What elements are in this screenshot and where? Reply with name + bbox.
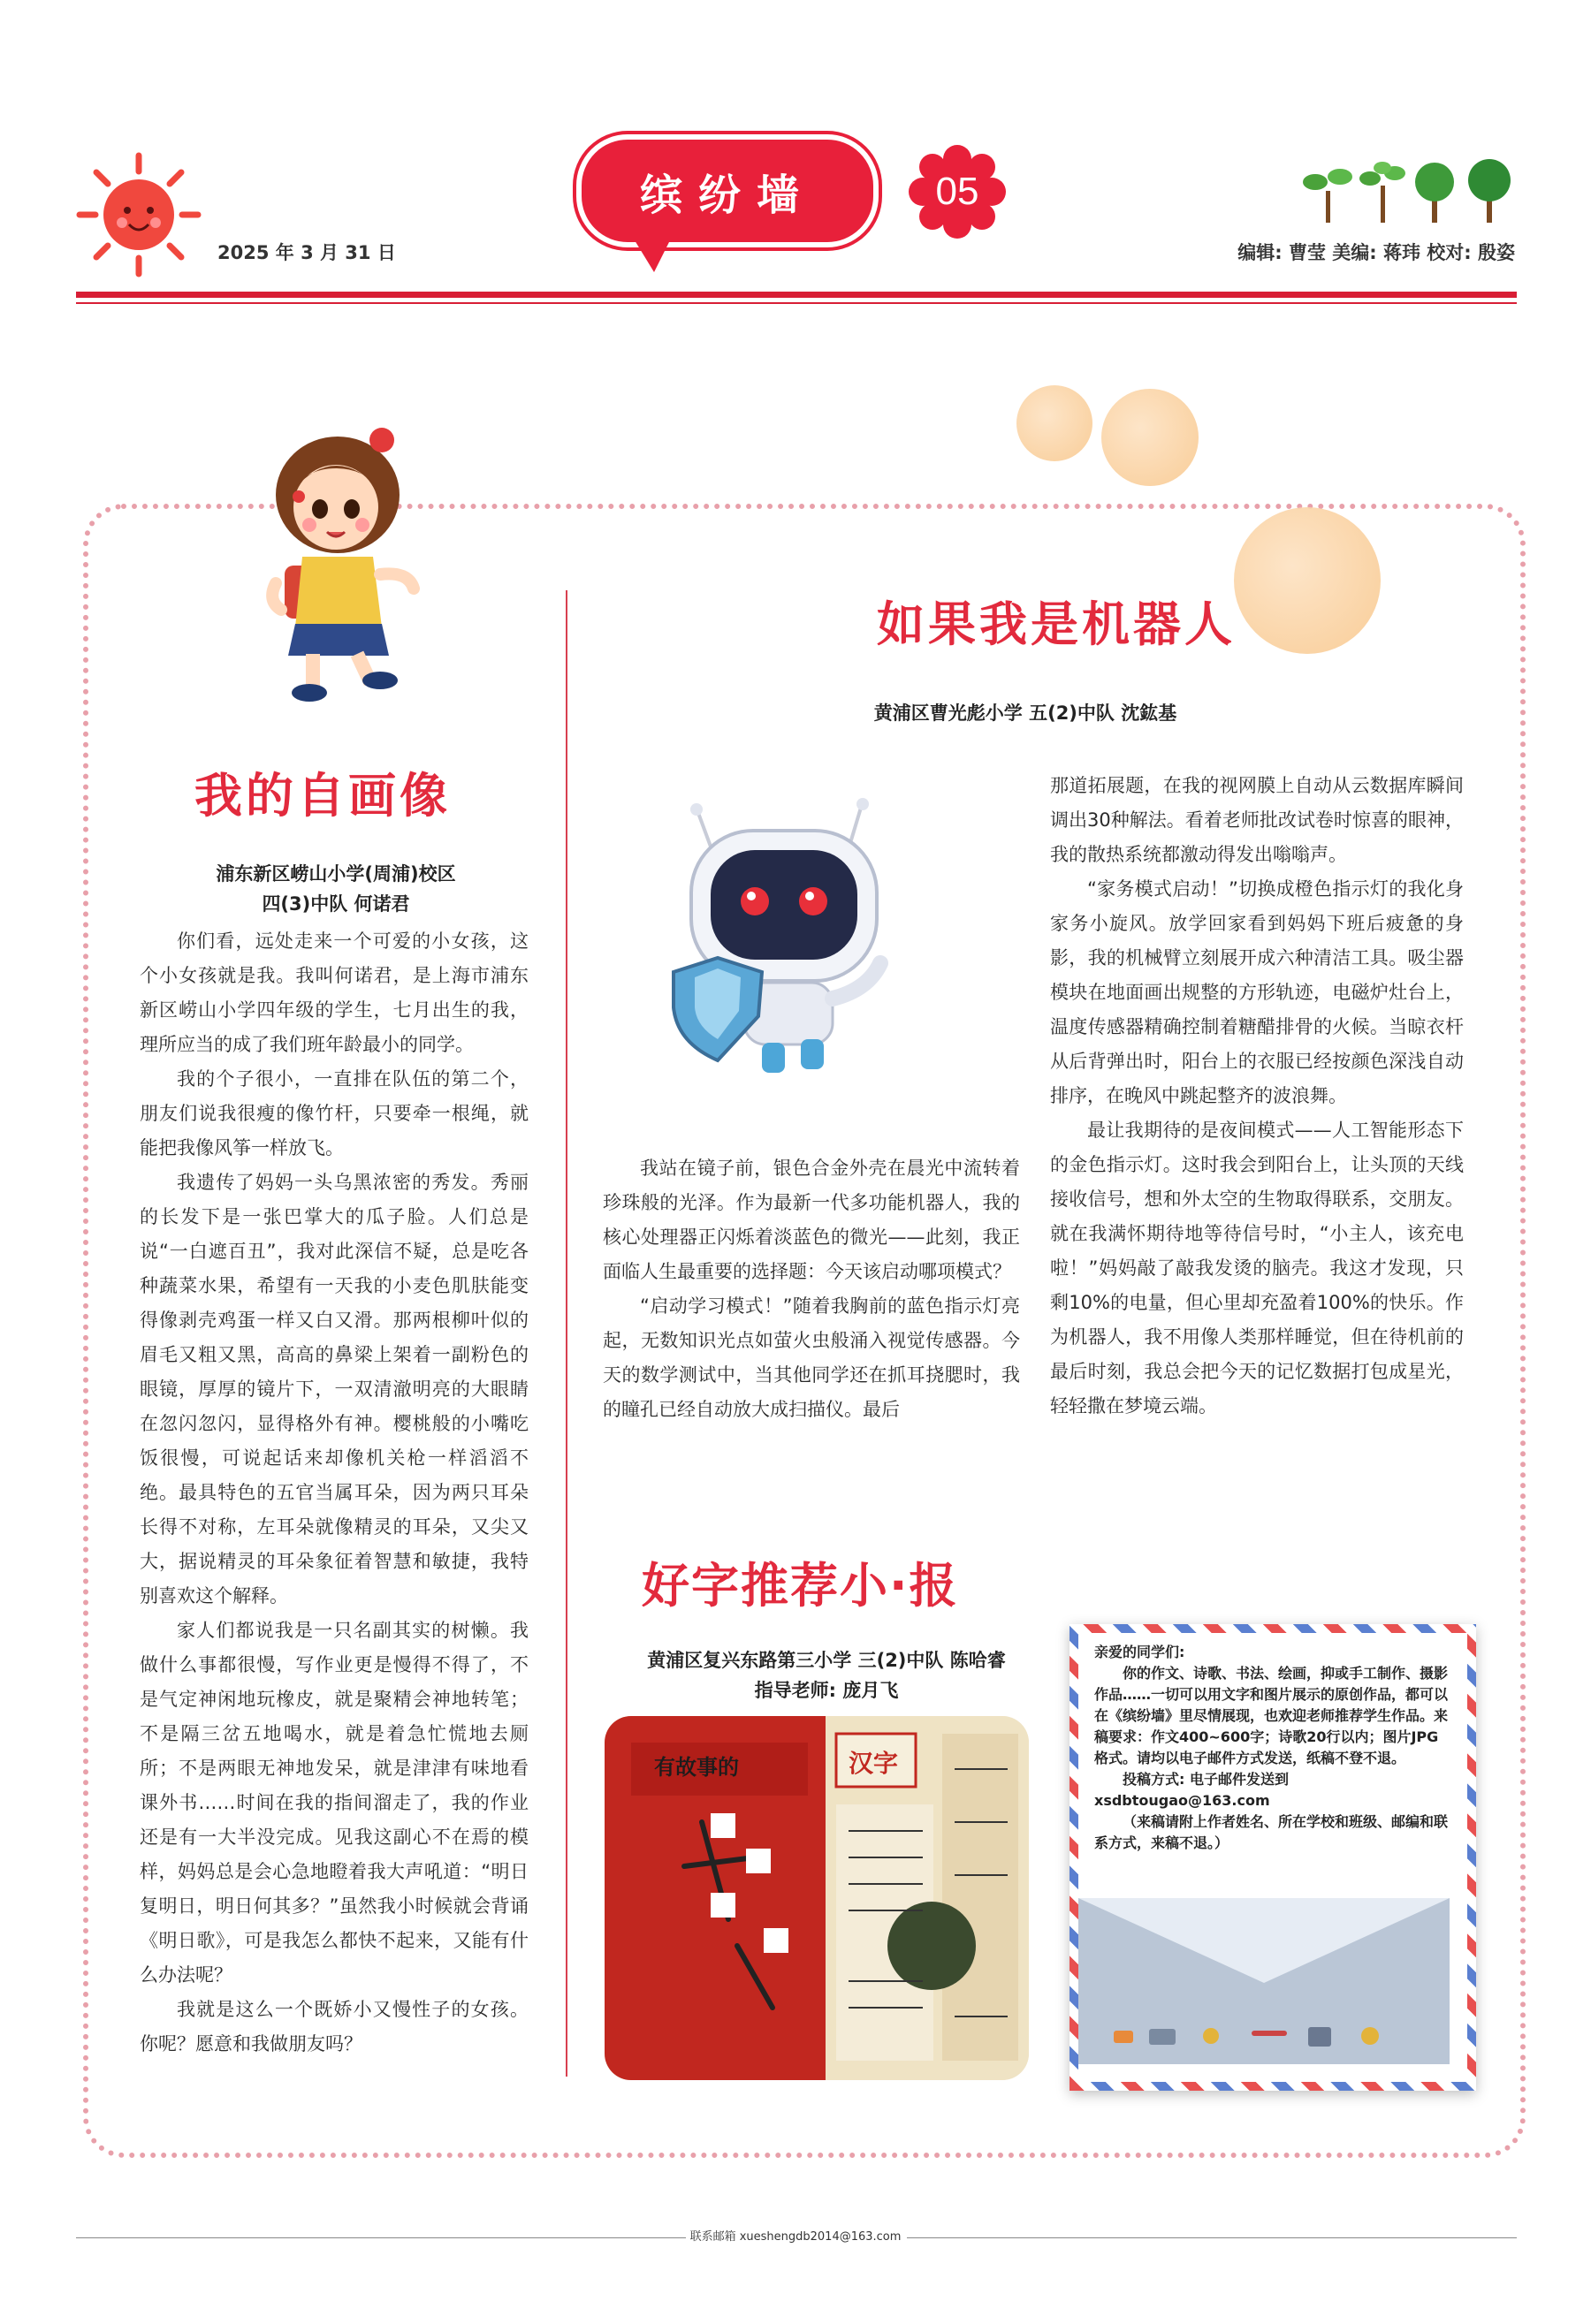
notice-salutation: 亲爱的同学们: <box>1094 1644 1185 1660</box>
header-rule-thin <box>76 302 1517 304</box>
article1-school: 浦东新区崂山小学(周浦)校区 <box>216 863 456 885</box>
article3-author: 黄浦区复兴东路第三小学 三(2)中队 陈哈睿 <box>647 1650 1006 1671</box>
footer-contact: 联系邮箱 xueshengdb2014@163.com <box>689 2230 902 2244</box>
notice-submit: 投稿方式: 电子邮件发送到xsdbtougao@163.com <box>1094 1771 1289 1809</box>
notice-text <box>1078 1633 1467 1863</box>
submission-notice <box>1070 1624 1476 2091</box>
article1-body <box>140 924 529 2062</box>
article2-paragraph: “启动学习模式！”随着我胸前的蓝色指示灯亮起，无数知识光点如萤火虫般涌入视觉传感器。今天的数学测试中，当其他同学还在抓耳挠腮时，我的瞳孔已经自动放大成扫描仪。最后 <box>603 1295 1020 1420</box>
header-rule <box>76 292 1517 298</box>
article1-paragraph: 我的个子很小，一直排在队伍的第二个，朋友们说我很瘦的像竹杆，只要牵一根绳，就能把我像风筝一样放飞。 <box>140 1068 529 1158</box>
decor-circle <box>1101 389 1199 486</box>
article1-author: 四(3)中队 何诺君 <box>262 893 410 915</box>
article3-teacher: 指导老师: 庞月飞 <box>754 1680 899 1701</box>
article2-paragraph: 我站在镜子前，银色合金外壳在晨光中流转着珍珠般的光泽。作为最新一代多功能机器人，我的核心处理器正闪烁着淡蓝色的微光——此刻，我正面临人生最重要的选择题：今天该启动哪项模式？ <box>603 1158 1020 1282</box>
page-number-badge <box>903 143 1011 240</box>
artwork-label: 有故事的 <box>654 1755 739 1780</box>
notice-note: （来稿请附上作者姓名、所在学校和班级、邮编和联系方式，来稿不退。） <box>1094 1813 1449 1851</box>
girl-illustration <box>240 415 435 716</box>
trees-decoration <box>1299 156 1520 226</box>
envelope-illustration <box>1078 1898 1450 2064</box>
article2-continuation: 那道拓展题，在我的视网膜上自动从云数据库瞬间调出30种解法。看着老师批改试卷时惊喜的眼神，我的散热系统都激动得发出嗡嗡声。 <box>1050 775 1464 865</box>
notice-body: 你的作文、诗歌、书法、绘画，抑或手工制作、摄影作品……一切可以用文字和图片展示的原创作品，都可以在《缤纷墙》里尽情展现，也欢迎老师推荐学生作品。来稿要求：作文400~600字；诗歌20行以内；图片JPG格式。请均以电子邮件方式发送，纸稿不登不退。 <box>1094 1665 1449 1766</box>
column-title: 缤纷墙 <box>639 170 815 220</box>
article3-title: 好字推荐小·报 <box>642 1558 959 1614</box>
article1-byline <box>159 859 513 919</box>
article1-paragraph: 你们看，远处走来一个可爱的小女孩，这个小女孩就是我。我叫何诺君，是上海市浦东新区崂山小学四年级的学生，七月出生的我，理所应当的成了我们班年龄最小的同学。 <box>140 930 529 1055</box>
robot-illustration <box>656 778 912 1078</box>
article1-paragraph: 家人们都说我是一只名副其实的树懒。我做什么事都很慢，写作业更是慢得不得了，不是气定神闲地玩橡皮，就是聚精会神地转笔；不是隔三岔五地喝水，就是着急忙慌地去厕所；不是两眼无神地发呆，就是津津有味地看课外书……时间在我的指间溜走了，我的作业还是有一大半没完成。见我这副心不在焉的模样，妈妈总是会心急地瞪着我大声吼道：“明日复明日，明日何其多？”虽然我小时候就会背诵《明日歌》，可是我怎么都快不起来，又能有什么办法呢？ <box>140 1620 529 1986</box>
article1-paragraph: 我遗传了妈妈一头乌黑浓密的秀发。秀丽的长发下是一张巴掌大的瓜子脸。人们总是说“一白遮百丑”，我对此深信不疑，总是吃各种蔬菜水果，希望有一天我的小麦色肌肤能变得像剥壳鸡蛋一样又白又滑。那两根柳叶似的眉毛又粗又黑，高高的鼻梁上架着一副粉色的眼镜，厚厚的镜片下，一双清澈明亮的大眼睛在忽闪忽闪，显得格外有神。樱桃般的小嘴吃饭很慢，可说起话来却像机关枪一样滔滔不绝。最具特色的五官当属耳朵，因为两只耳朵长得不对称，左耳朵就像精灵的耳朵，又尖又大，据说精灵的耳朵象征着智慧和敏捷，我特别喜欢这个解释。 <box>140 1172 529 1606</box>
article2-body-a <box>603 1151 1020 1427</box>
editor-credits: 编辑: 曹莹 美编: 蒋玮 校对: 殷姿 <box>1237 242 1515 263</box>
decor-circle <box>1016 385 1092 461</box>
article1-title: 我的自画像 <box>194 768 451 824</box>
column-title-bubble <box>576 134 879 247</box>
article2-body-b <box>1050 769 1464 1424</box>
article2-paragraph: 最让我期待的是夜间模式——人工智能形态下的金色指示灯。这时我会到阳台上，让头顶的天线接收信号，想和外太空的生物取得联系，交朋友。就在我满怀期待地等待信号时，“小主人，该充电啦！”妈妈敲了敲我发烫的脑壳。我这才发现，只剩10%的电量，但心里却充盈着100%的快乐。作为机器人，我不用像人类那样睡觉，但在待机前的最后时刻，我总会把今天的记忆数据打包成星光，轻轻撒在梦境云端。 <box>1050 1120 1464 1416</box>
article2-byline: 黄浦区曹光彪小学 五(2)中队 沈鈜基 <box>873 703 1177 724</box>
article2-title: 如果我是机器人 <box>877 596 1236 652</box>
sun-icon <box>72 148 205 281</box>
column-divider <box>566 590 567 2077</box>
decor-circle <box>1234 507 1381 654</box>
handwritten-newspaper-image <box>605 1716 1029 2080</box>
issue-date: 2025 年 3 月 31 日 <box>217 242 396 263</box>
artwork-label: 汉字 <box>849 1749 899 1778</box>
article3-byline <box>610 1645 1043 1705</box>
page-number: 05 <box>935 170 979 213</box>
article2-paragraph: “家务模式启动！”切换成橙色指示灯的我化身家务小旋风。放学回家看到妈妈下班后疲惫的身影，我的机械臂立刻展开成六种清洁工具。吸尘器模块在地面画出规整的方形轨迹，电磁炉灶台上，温度传感器精确控制着糖醋排骨的火候。当晾衣杆从后背弹出时，阳台上的衣服已经按颜色深浅自动排序，在晚风中跳起整齐的波浪舞。 <box>1050 878 1464 1106</box>
article1-paragraph: 我就是这么一个既娇小又慢性子的女孩。你呢？愿意和我做朋友吗？ <box>140 1999 529 2054</box>
